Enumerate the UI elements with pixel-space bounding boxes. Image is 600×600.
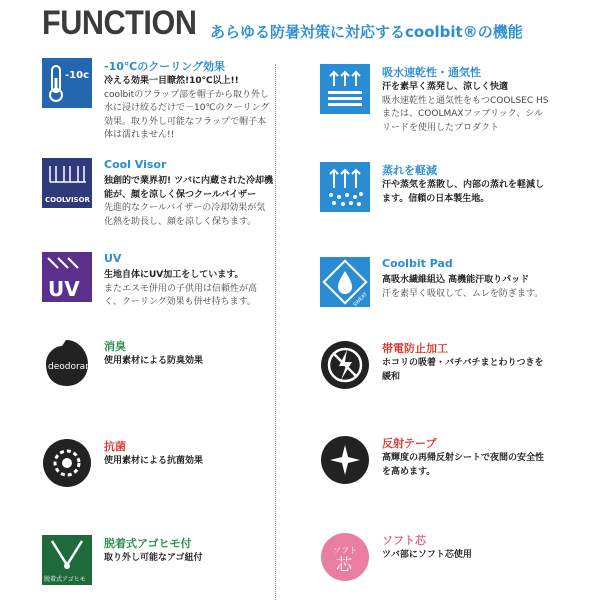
column-divider: [275, 64, 276, 600]
feature-title: 抗菌: [104, 440, 126, 453]
svg-text:COOLVISOR: COOLVISOR: [45, 196, 90, 204]
steam-reduce-icon: [320, 162, 370, 212]
coolbit-pad-icon: [320, 257, 370, 307]
feature-highlight: 生地自体にUV加工をしています。: [104, 270, 244, 280]
feature-title: 吸水速乾性・通気性: [382, 66, 481, 79]
absorb-dry-icon: [320, 64, 370, 114]
reflective-icon: [320, 435, 370, 485]
feature-soft-core: [320, 532, 550, 592]
page-subtitle: あらゆる防暑対策に対応するcoolbit®の機能: [210, 23, 523, 41]
feature-highlight: ホコリの吸着・バチバチまとわりつきを緩和: [382, 358, 544, 382]
feature-steam: [320, 162, 550, 222]
feature-antibacterial: [42, 438, 272, 498]
svg-text:-10c: -10c: [65, 70, 89, 81]
antibacterial-icon: [42, 438, 92, 488]
feature-description: 吸水速乾性と通気性をもつCOOLSEC HSまたは、COOLMAXファブリック、シルリードを使用したプロダクト: [382, 95, 549, 133]
svg-text:ソフト: ソフト: [333, 546, 357, 555]
feature-highlight: 高輝度の再帰反射シートで夜間の安全性を高めます。: [382, 453, 545, 477]
deodorant-icon: [42, 338, 92, 388]
feature-highlight: 使用素材による抗菌効果: [104, 456, 204, 466]
feature-highlight: 取り外し可能なアゴ紐付: [104, 553, 203, 563]
thermometer-cooling-icon: [42, 58, 92, 108]
cool-visor-icon: [42, 158, 92, 208]
feature-description: 汗を素早く吸収して、ムレを防ぎます。: [382, 288, 544, 299]
feature-uv: [42, 252, 272, 312]
feature-highlight: 冷える効果一目瞭然!10℃以上!!: [104, 76, 239, 86]
feature-highlight: ツバ部にソフト芯使用: [382, 550, 472, 560]
feature-title: UV: [104, 252, 122, 265]
feature-title: 蒸れを軽減: [382, 164, 437, 177]
feature-description: coolbitのフラップ部を帽子から取り外し水に浸け絞るだけで－10℃のクーリング効果。取り外し可能なフラップで帽子本体は濡れません!!: [104, 89, 270, 140]
page-title: FUNCTION: [42, 4, 197, 42]
svg-text:芯: 芯: [336, 555, 353, 574]
svg-text:SWEAT: SWEAT: [352, 291, 369, 307]
feature-highlight: 汗や蒸気を蒸散し、内部の蒸れを軽減します。信頼の日本製生地。: [382, 180, 545, 204]
svg-text:UV: UV: [48, 277, 80, 301]
feature-deodorant: [42, 338, 272, 398]
feature-title: Cool Visor: [104, 158, 167, 171]
feature-title: 脱着式アゴヒモ付: [104, 537, 192, 550]
feature-absorb: [320, 64, 550, 154]
feature-title: Coolbit Pad: [382, 257, 453, 270]
header: [42, 4, 582, 44]
feature-antistatic: [320, 340, 550, 400]
feature-title: 帯電防止加工: [382, 342, 448, 355]
uv-icon: [42, 252, 92, 302]
feature-cooling: [42, 58, 272, 148]
feature-highlight: 汗を素早く蒸発し、涼しく快適: [382, 82, 509, 92]
feature-highlight: 独創的で業界初! ツバに内蔵された冷却機能が、顔を涼しく保つクールバイザー: [104, 176, 274, 200]
feature-title: ソフト芯: [382, 534, 426, 547]
chin-strap-icon: [42, 535, 92, 585]
feature-reflective: [320, 435, 550, 495]
feature-title: 消臭: [104, 340, 126, 353]
soft-core-icon: [320, 532, 370, 582]
svg-text:deodorant: deodorant: [48, 362, 92, 372]
feature-description: 先進的なクールバイザーの冷却効果が気化熱を助長し、顔を涼しく保ちます。: [104, 203, 266, 227]
feature-description: またエスモ併用の子供用は信頼性が高く、クーリング効果も併せ持ちます。: [104, 283, 258, 307]
feature-title: -10℃のクーリング効果: [104, 60, 225, 73]
antistatic-icon: [320, 340, 370, 390]
feature-highlight: 使用素材による防臭効果: [104, 356, 204, 366]
feature-coolbit-pad: [320, 257, 550, 317]
feature-chin-strap: [42, 535, 272, 595]
feature-title: 反射テープ: [382, 437, 437, 450]
svg-text:脱着式アゴヒモ: 脱着式アゴヒモ: [44, 576, 86, 583]
feature-cool-visor: [42, 158, 272, 248]
feature-highlight: 高吸水繊維組込 高機能汗取りパッド: [382, 275, 530, 285]
